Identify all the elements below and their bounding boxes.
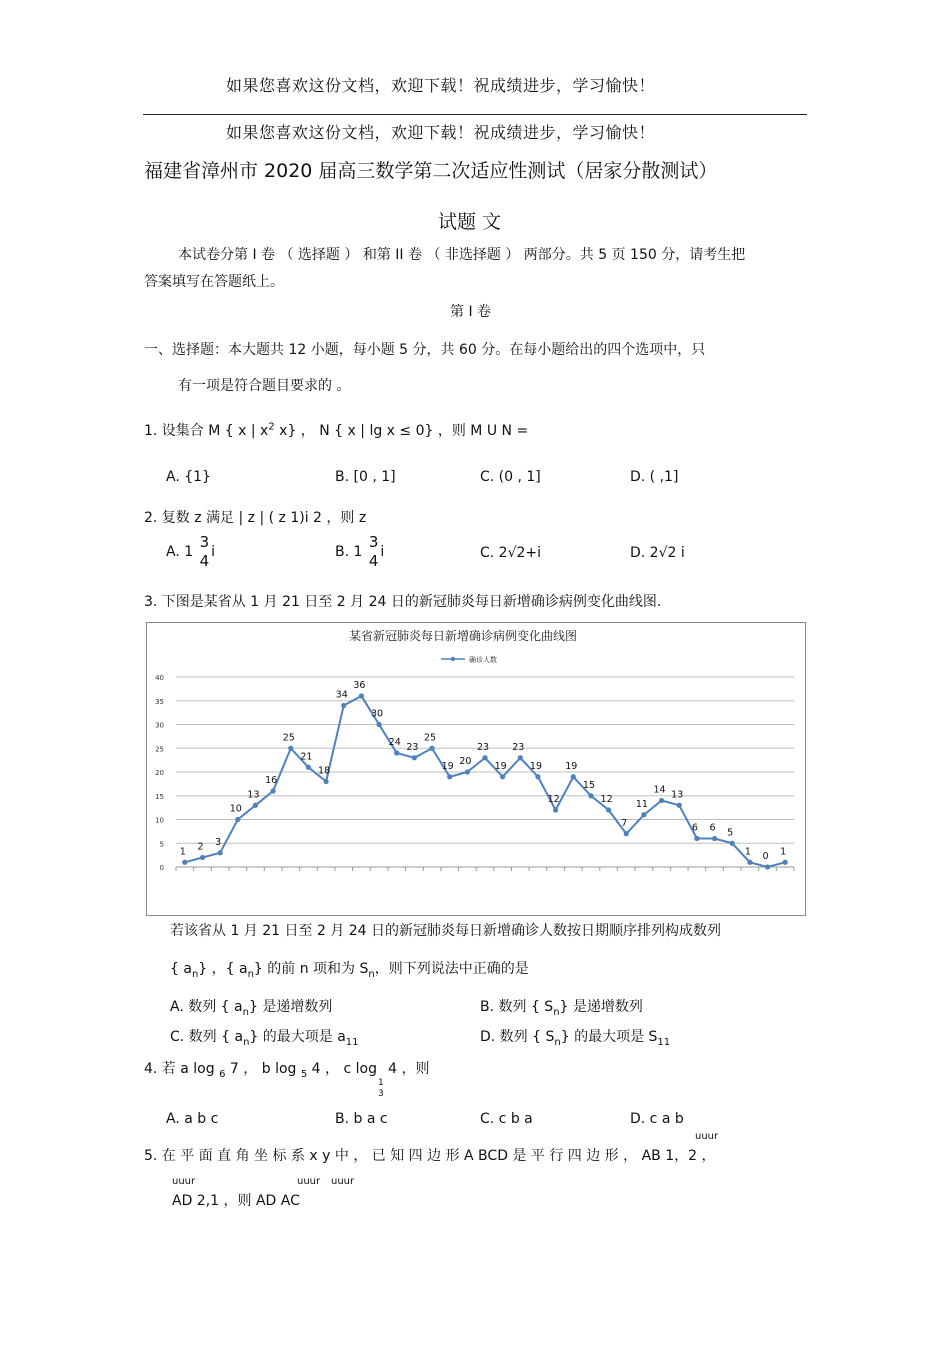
q3-f-b: } ，{ a: [198, 961, 248, 977]
q1-option-b: B. [0 , 1]: [335, 469, 396, 485]
data-label: 25: [423, 732, 437, 744]
data-point: [341, 703, 346, 708]
q3-f-a: { a: [170, 961, 192, 977]
chart-frame: [146, 622, 806, 916]
data-point: [677, 803, 682, 808]
data-point: [624, 831, 629, 836]
q5-vector-mark-ac: uuur: [331, 1176, 355, 1187]
y-tick-label: 25: [155, 745, 164, 754]
data-point: [271, 788, 276, 793]
q3-c-sub2: 11: [345, 1036, 359, 1048]
data-label: 30: [371, 708, 384, 720]
data-point: [182, 860, 187, 865]
q3-f-d: ，则下列说法中正确的是: [374, 961, 529, 977]
q3-c-text: C. 数列 { a: [170, 1029, 244, 1045]
y-tick-label: 0: [159, 864, 164, 872]
header-second-line: 如果您喜欢这份文档，欢迎下载！祝成绩进步，学习愉快！: [226, 123, 656, 142]
data-point: [783, 860, 788, 865]
question-5-line-1: 5. 在 平 面 直 角 坐 标 系 x y 中 ， 已 知 四 边 形 A BCD 是 平 行 四 边 形 ， AB 1，2 ，: [144, 1148, 716, 1164]
q4-b: 7 ， b log: [225, 1061, 301, 1077]
question-3-followup-1: 若该省从 1 月 21 日至 2 月 24 日的新冠肺炎每日新增确诊人数按日期顺序排列构成数列: [170, 923, 722, 939]
data-point: [429, 746, 434, 751]
data-label: 3: [215, 836, 222, 848]
q3-d-text: D. 数列 { S: [480, 1029, 555, 1045]
data-point: [394, 750, 399, 755]
q2-a-pre: A. 1: [166, 544, 194, 560]
q3-b-text-b: } 是递增数列: [559, 999, 643, 1015]
data-point: [641, 812, 646, 817]
data-point: [535, 774, 540, 779]
data-point: [323, 779, 328, 784]
q3-b-sub: n: [553, 1006, 560, 1018]
q5-vector-mark-ad: uuur: [172, 1176, 196, 1187]
q3-option-a: [170, 996, 332, 1018]
q2-a-post: i: [211, 544, 216, 560]
data-label: 15: [582, 779, 595, 791]
data-point: [482, 755, 487, 760]
q4-d: 4 ，则: [383, 1061, 430, 1077]
y-tick-label: 35: [155, 697, 164, 706]
data-label: 25: [282, 732, 295, 744]
data-label: 11: [635, 798, 648, 810]
q4-base-3-den: 3: [377, 1089, 384, 1099]
q3-d-sub2: 11: [657, 1036, 671, 1048]
data-point: [465, 769, 470, 774]
q3-d-sub: n: [554, 1036, 561, 1048]
q4-a: 4. 若 a log: [144, 1061, 220, 1077]
data-point: [288, 746, 293, 751]
line-chart: [147, 623, 805, 915]
q1-stem-b: x} ， N { x | lg x ≤ 0} ，则 M U N =: [274, 423, 529, 439]
q4-option-d: D. c a b: [630, 1111, 684, 1127]
question-3-stem: 3. 下图是某省从 1 月 21 日至 2 月 24 日的新冠肺炎每日新增确诊病例变化曲线图.: [144, 594, 662, 610]
q3-f-sub2: n: [247, 968, 254, 980]
q4-base-2: 5: [300, 1068, 308, 1080]
q5-vector-mark-ab: uuur: [695, 1131, 719, 1142]
data-label: 5: [727, 827, 734, 839]
data-label: 19: [565, 760, 578, 772]
data-label: 1: [744, 846, 751, 858]
legend-label: 确诊人数: [469, 656, 497, 664]
data-point: [235, 817, 240, 822]
page-title: 福建省漳州市 2020 届高三数学第二次适应性测试（居家分散测试）: [144, 160, 718, 182]
data-label: 13: [671, 789, 684, 801]
data-point: [253, 803, 258, 808]
page-subtitle: 试题 文: [438, 211, 502, 233]
data-point: [694, 836, 699, 841]
data-point: [306, 765, 311, 770]
intro-line-2: 答案填写在答题纸上。: [144, 274, 284, 290]
q4-c: 4 ， c log: [307, 1061, 377, 1077]
header-top-line: 如果您喜欢这份文档，欢迎下载！祝成绩进步，学习愉快！: [226, 76, 656, 95]
data-point: [359, 693, 364, 698]
data-label: 21: [300, 751, 313, 763]
q2-a-fraction: [200, 533, 210, 571]
question-4-stem: [144, 1058, 430, 1100]
q1-option-d: D. ( ,1]: [630, 469, 679, 485]
data-point: [218, 850, 223, 855]
q3-d-text-b: } 的最大项是 S: [560, 1029, 658, 1045]
data-point: [518, 755, 523, 760]
q2-b-num: 3: [368, 533, 379, 551]
data-label: 10: [229, 803, 242, 815]
q4-option-b: B. b a c: [335, 1111, 388, 1127]
chart-title: 某省新冠肺炎每日新增确诊病例变化曲线图: [348, 629, 578, 643]
data-label: 1: [780, 846, 787, 858]
q3-c-text-b: } 的最大项是 a: [249, 1029, 346, 1045]
q4-option-c: C. c b a: [480, 1111, 533, 1127]
q2-b-pre: B. 1: [335, 544, 363, 560]
data-label: 23: [406, 741, 419, 753]
section-instructions-2: 有一项是符合题目要求的 。: [178, 378, 351, 394]
y-axis-ticks: [155, 674, 164, 872]
data-point: [747, 860, 752, 865]
q2-option-b: [335, 533, 384, 571]
q4-base-1: 6: [219, 1068, 226, 1080]
data-label: 0: [762, 851, 769, 862]
part-label: 第 I 卷: [450, 304, 492, 320]
data-point: [588, 793, 593, 798]
question-3-followup-2: [170, 958, 529, 980]
data-label: 19: [494, 760, 507, 772]
data-point: [659, 798, 664, 803]
data-point: [553, 807, 558, 812]
data-point: [376, 722, 381, 727]
data-point: [571, 774, 576, 779]
q2-b-post: i: [380, 544, 385, 560]
data-label: 6: [691, 822, 698, 834]
data-label: 14: [653, 784, 666, 796]
data-label: 7: [621, 817, 628, 829]
q3-a-text-b: } 是递增数列: [248, 999, 333, 1015]
y-tick-label: 5: [159, 840, 164, 849]
y-tick-label: 15: [155, 792, 164, 801]
question-2-stem: 2. 复数 z 满足 | z | ( z 1)i 2 ，则 z: [144, 510, 367, 526]
q3-f-sub3: n: [368, 968, 375, 980]
data-label: 2: [197, 841, 204, 853]
data-label: 34: [335, 689, 348, 701]
y-tick-label: 40: [155, 674, 164, 682]
data-label: 12: [547, 794, 560, 805]
data-label: 6: [709, 822, 716, 834]
q2-option-d: D. 2√2 i: [630, 545, 685, 561]
data-label: 1: [179, 846, 186, 858]
y-tick-label: 10: [155, 816, 164, 825]
q2-b-den: 4: [368, 552, 379, 570]
y-tick-label: 30: [155, 721, 164, 730]
q3-option-d: [480, 1026, 670, 1048]
question-1-stem: [144, 420, 528, 440]
q1-stem-a: 1. 设集合 M { x | x: [144, 423, 269, 439]
q2-b-fraction: [369, 533, 379, 571]
q2-option-a: [166, 533, 215, 571]
q4-base-3: [378, 1078, 384, 1100]
data-point: [712, 836, 717, 841]
q3-option-b: [480, 996, 643, 1018]
q3-b-text: B. 数列 { S: [480, 999, 554, 1015]
q2-a-num: 3: [199, 533, 210, 551]
data-label: 24: [388, 737, 401, 748]
data-label: 13: [247, 789, 260, 801]
data-point: [200, 855, 205, 860]
data-label: 18: [318, 765, 331, 777]
data-point: [447, 774, 452, 779]
q3-a-sub: n: [242, 1006, 249, 1018]
data-label: 20: [459, 756, 472, 767]
data-label: 19: [441, 760, 454, 772]
q3-option-c: [170, 1026, 359, 1048]
q4-base-3-num: 1: [377, 1078, 384, 1088]
data-point: [500, 774, 505, 779]
header-divider: [143, 114, 807, 115]
q1-option-a: A. {1}: [166, 469, 211, 485]
question-5-line-2: AD 2,1 ，则 AD AC: [172, 1193, 300, 1209]
chart-legend: [441, 655, 497, 664]
y-tick-label: 20: [155, 769, 164, 777]
data-point: [606, 807, 611, 812]
data-label: 12: [600, 794, 613, 805]
data-point: [730, 841, 735, 846]
q2-a-den: 4: [199, 552, 210, 570]
data-point: [765, 864, 770, 869]
intro-line-1: 本试卷分第 I 卷 （ 选择题 ） 和第 II 卷 （ 非选择题 ） 两部分。共 5 页 150 分，请考生把: [178, 247, 746, 263]
legend-marker: [451, 657, 455, 661]
q3-f-sub1: n: [191, 968, 199, 980]
q3-f-c: } 的前 n 项和为 S: [253, 961, 369, 977]
data-label: 19: [529, 760, 543, 772]
data-label: 23: [512, 741, 525, 753]
q4-option-a: A. a b c: [166, 1111, 219, 1127]
q3-a-text: A. 数列 { a: [170, 999, 243, 1015]
q5-vector-mark-ad2: uuur: [297, 1176, 321, 1187]
data-point: [412, 755, 417, 760]
q3-c-sub: n: [243, 1036, 250, 1048]
data-label: 23: [476, 741, 490, 753]
q1-option-c: C. (0 , 1]: [480, 469, 541, 485]
q2-option-c: C. 2√2+i: [480, 545, 542, 561]
x-axis-ticks: [176, 867, 794, 871]
data-label: 16: [265, 775, 278, 786]
q1-superscript: 2: [268, 421, 275, 433]
data-label: 36: [353, 680, 366, 691]
section-instructions-1: 一、选择题：本大题共 12 小题，每小题 5 分，共 60 分。在每小题给出的四个选项中，只: [144, 342, 706, 358]
